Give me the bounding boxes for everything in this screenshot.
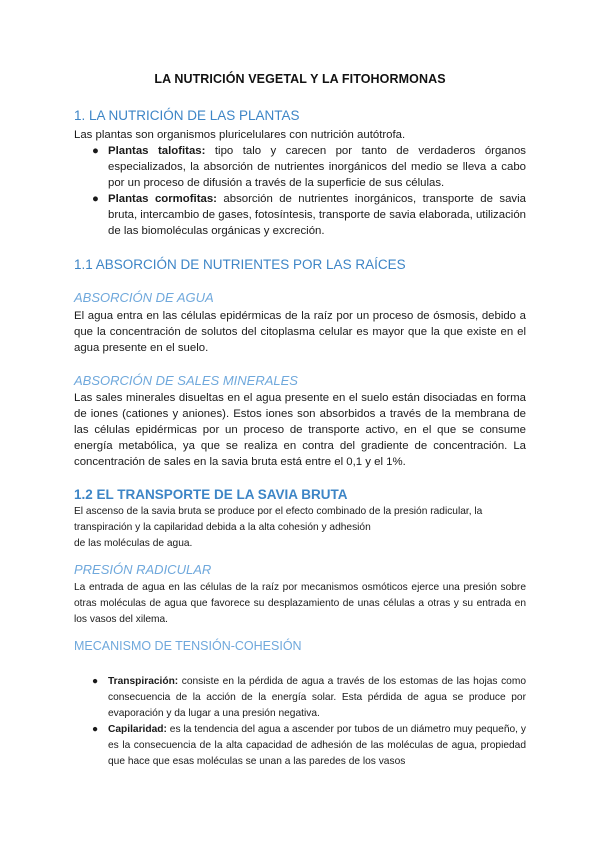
presion-radicular-text: La entrada de agua en las células de la raíz por mecanismos osmóticos ejerce una presión sobre otras moléculas de agua que favorece su desplazamiento de unas células a otras y su entrada en los vasos del xilema.	[74, 582, 526, 625]
presion-radicular-heading: PRESIÓN RADICULAR	[74, 562, 212, 577]
bullet-capilaridad: ● Capilaridad: es la tendencia del agua a ascender por tubos de un diámetro muy pequeño, y es la consecuencia de la alta capacidad de adhesión de las moléculas de agua, propiedad que hace que esas moléculas se unan a las paredes de los vasos	[92, 724, 526, 767]
section-1-2-heading: 1.2 EL TRANSPORTE DE LA SAVIA BRUTA	[74, 487, 348, 502]
savia-bruta-text-line-3: de las moléculas de agua.	[74, 538, 193, 549]
mecanismo-bullets	[92, 674, 526, 770]
bullet-dot-icon: ●	[92, 145, 99, 157]
savia-bruta-text-line-1: El ascenso de la savia bruta se produce por el efecto combinado de la presión radicular, la	[74, 506, 483, 517]
document-title: LA NUTRICIÓN VEGETAL Y LA FITOHORMONAS	[154, 72, 446, 86]
bullet-cormofitas: ● Plantas cormofitas: absorción de nutrientes inorgánicos, transporte de savia bruta, intercambio de gases, fotosíntesis, transporte de savia elaborada, utilización de las biomoléculas orgánicas y excreción.	[92, 193, 526, 237]
savia-bruta-text-line-2: transpiración y la capilaridad debida a la alta cohesión y adhesión	[74, 522, 371, 533]
section-1-intro: Las plantas son organismos pluricelulares con nutrición autótrofa.	[74, 129, 406, 141]
section-1-1-heading: 1.1 ABSORCIÓN DE NUTRIENTES POR LAS RAÍCES	[74, 257, 406, 272]
absorcion-agua-heading: ABSORCIÓN DE AGUA	[74, 290, 214, 305]
bullet-dot-icon: ●	[92, 724, 99, 735]
section-1-heading: 1. LA NUTRICIÓN DE LAS PLANTAS	[74, 108, 300, 123]
bullet-dot-icon: ●	[92, 676, 99, 687]
bullet-talofitas: ● Plantas talofitas: tipo talo y carecen por tanto de verdaderos órganos especializados, la absorción de nutrientes inorgánicos del medio se lleva a cabo por un proceso de difusión a través de la superficie de sus células.	[92, 145, 526, 189]
absorcion-sales-heading: ABSORCIÓN DE SALES MINERALES	[74, 373, 298, 388]
bullet-transpiracion: ● Transpiración: consiste en la pérdida de agua a través de los estomas de las hojas como consecuencia de la acción de la energía solar. Esta pérdida de agua se produce por evaporación y da lugar a una presión negativa.	[92, 676, 526, 719]
absorcion-sales-text: Las sales minerales disueltas en el agua presente en el suelo están disociadas en forma de iones (cationes y aniones). Estos iones son absorbidos a través de la membrana de las células epidérmicas por un proceso de transporte activo, en el que se consume energía metabólica, ya que se realiza en contra del gradiente de concentración. La concentración de sales en la savia bruta está entre el 0,1 y el 1%.	[74, 392, 526, 468]
bullet-dot-icon: ●	[92, 193, 99, 205]
absorcion-agua-text: El agua entra en las células epidérmicas de la raíz por un proceso de ósmosis, debido a que la concentración de solutos del citoplasma celular es mayor que la que existe en el agua presente en el suelo.	[74, 310, 526, 354]
section-1-bullets	[92, 143, 526, 239]
mecanismo-heading: MECANISMO DE TENSIÓN-COHESIÓN	[74, 639, 302, 653]
